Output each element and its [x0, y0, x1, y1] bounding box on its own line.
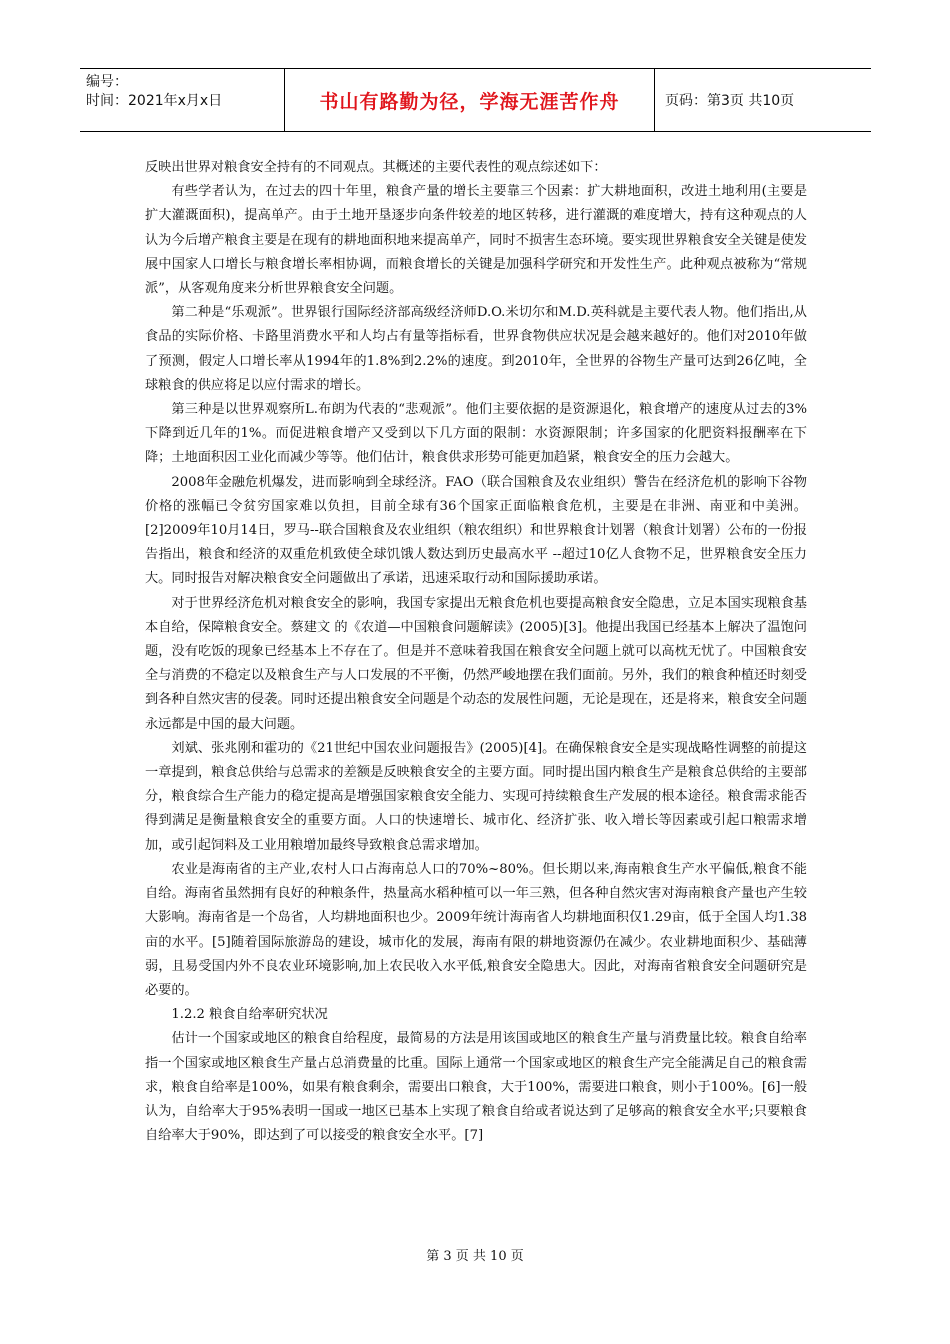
paragraph-continuation: 反映出世界对粮食安全持有的不同观点。其概述的主要代表性的观点综述如下：	[145, 160, 607, 175]
paragraph-self-sufficiency: 估计一个国家或地区的粮食自给程度，最简易的方法是用该国或地区的粮食生产量与消费量比较。粮食自给率指一个国家或地区粮食生产量占总消费量的比重。国际上通常一个国家或地区的粮食生产完全能满足自己的粮食需求，粮食自给率是100%，如果有粮食剩余，需要出口粮食，大于100%，需要进口粮食，则小于100%。[6]一般认为，自给率大于95%表明一国或一地区已基本上实现了粮食自给或者说达到了足够高的粮食安全水平;只要粮食自给率大于90%，即达到了可以接受的粮食安全水平。[7]	[145, 1031, 807, 1144]
header-page-info: 页码：第3页 共10页	[665, 93, 795, 109]
paragraph-optimist-view: 第二种是“乐观派”。世界银行国际经济部高级经济师D.O.米切尔和M.D.英科就是主要代表人物。他们指出,从食品的实际价格、卡路里消费水平和人均占有量等指标看，世界食物供应状况是会越来越好的。他们对2010年做了预测，假定人口增长率从1994年的1.8%到2.2%的速度。到2010年，全世界的谷物生产量可达到26亿吨，全球粮食的供应将足以应付需求的增长。	[145, 305, 807, 393]
date-label: 时间：2021年x月x日	[86, 93, 223, 109]
page-footer: 第 3 页 共 10 页	[426, 1249, 524, 1264]
page-header	[80, 68, 871, 132]
header-motto: 书山有路勤为径，学海无涯苦作舟	[285, 69, 655, 131]
document-body	[145, 156, 807, 1148]
paragraph-hainan: 农业是海南省的主产业,农村人口占海南总人口的70%~80%。但长期以来,海南粮食生产水平偏低,粮食不能自给。海南省虽然拥有良好的种粮条件，热量高水稻种植可以一年三熟，但各种自然灾害对海南粮食产量也产生较大影响。海南省是一个岛省，人均耕地面积也少。2009年统计海南省人均耕地面积仅1.29亩，低于全国人均1.38亩的水平。[5]随着国际旅游岛的建设，城市化的发展，海南有限的耕地资源仍在减少。农业耕地面积少、基础薄弱，且易受国内外不良农业环境影响,加上农民收入水平低,粮食安全隐患大。因此，对海南省粮食安全问题研究是必要的。	[145, 861, 807, 998]
paragraph-pessimist-view: 第三种是以世界观察所L.布朗为代表的“悲观派”。他们主要依据的是资源退化，粮食增产的速度从过去的3%下降到近几年的1%。而促进粮食增产又受到以下几方面的限制：水资源限制；许多国家的化肥资料报酬率在下降；土地面积因工业化而减少等等。他们估计，粮食供求形势可能更加趋紧，粮食安全的压力会越大。	[145, 402, 807, 466]
paragraph-agriculture-report: 刘斌、张兆刚和霍功的《21世纪中国农业问题报告》(2005)[4]。在确保粮食安全是实现战略性调整的前提这一章提到，粮食总供给与总需求的差额是反映粮食安全的主要方面。同时提出国内粮食生产是粮食总供给的主要部分，粮食综合生产能力的稳定提高是增强国家粮食安全能力、实现可持续粮食生产发展的根本途径。粮食需求能否得到满足是衡量粮食安全的重要方面。人口的快速增长、城市化、经济扩张、收入增长等因素或引起口粮需求增加，或引起饲料及工业用粮增加最终导致粮食总需求增加。	[145, 740, 807, 853]
paragraph-china-experts: 对于世界经济危机对粮食安全的影响，我国专家提出无粮食危机也要提高粮食安全隐患，立足本国实现粮食基本自给，保障粮食安全。蔡建文 的《农道—中国粮食问题解读》(2005)[3]。他提出我国已经基本上解决了温饱问题，没有吃饭的现象已经基本上不存在了。但是并不意味着我国在粮食安全问题上就可以高枕无忧了。中国粮食安全与消费的不稳定以及粮食生产与人口发展的不平衡，仍然严峻地摆在我们面前。另外，我们的粮食种植还时刻受到各种自然灾害的侵袭。同时还提出粮食安全问题是个动态的发展性问题，无论是现在，还是将来，粮食安全问题永远都是中国的最大问题。	[145, 595, 807, 732]
serial-label: 编号：	[86, 74, 128, 90]
paragraph-financial-crisis: 2008年金融危机爆发，进而影响到全球经济。FAO（联合国粮食及农业组织）警告在经济危机的影响下谷物价格的涨幅已令贫穷国家难以负担，目前全球有36个国家正面临粮食危机，主要是在非洲、南亚和中美洲。[2]2009年10月14日，罗马--联合国粮食及农业组织（粮农组织）和世界粮食计划署（粮食计划署）公布的一份报告指出，粮食和经济的双重危机致使全球饥饿人数达到历史最高水平 --超过10亿人食物不足，世界粮食安全压力大。同时报告对解决粮食安全问题做出了承诺，迅速采取行动和国际援助承诺。	[145, 474, 807, 587]
section-heading: 1.2.2 粮食自给率研究状况	[171, 1007, 328, 1023]
header-meta	[80, 69, 285, 131]
paragraph-conventional-view: 有些学者认为，在过去的四十年里，粮食产量的增长主要靠三个因素：扩大耕地面积，改进土地利用(主要是扩大灌溉面积)，提高单产。由于土地开垦逐步向条件较差的地区转移，进行灌溉的难度增大，持有这种观点的人认为今后增产粮食主要是在现有的耕地面积地来提高单产，同时不损害生态环境。要实现世界粮食安全关键是使发展中国家人口增长与粮食增长率相协调，而粮食增长的关键是加强科学研究和开发性生产。此种观点被称为“常规派”，从客观角度来分析世界粮食安全问题。	[145, 184, 807, 297]
